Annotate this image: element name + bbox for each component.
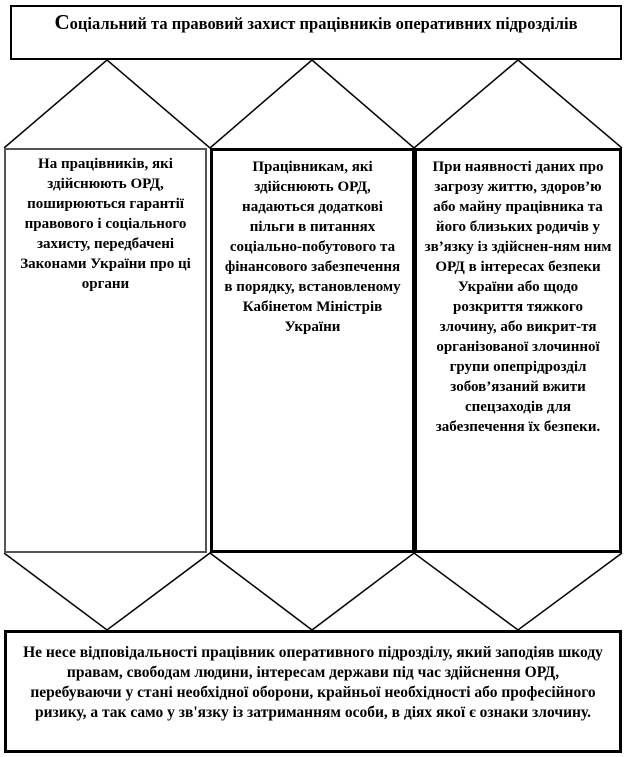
- column-1-text: На працівників, які здійснюють ОРД, поширюються гарантії правового і соціального захисту, передбачені Законами України про ці органи: [20, 156, 191, 292]
- title-initial: С: [54, 10, 70, 34]
- bottom-connector: [4, 553, 622, 630]
- liability-exemption-box: [4, 630, 622, 753]
- column-legal-guarantees: [4, 148, 207, 553]
- diagram-title: [10, 5, 622, 60]
- column-3-text: При наявності даних про загрозу життю, здоров’ю або майну працівника та його близьких родичів у зв’язку із здійснен-ням ним ОРД в інтересах безпеки України або щодо розкриття тяжкого злочину, або викрит-тя організованої злочинної групи опепрідрозділ зобов’язаний вжити спецзаходів для забезпечення їх безпеки.: [424, 159, 612, 435]
- column-additional-benefits: [210, 148, 415, 553]
- bottom-text: Не несе відповідальності працівник оперативного підрозділу, який заподіяв шкоду правам, свободам людини, інтересам держави під час здійснення ОРД, перебуваючи у стані необхідної оборони, крайньої необхідності або професійного ризику, а так само у зв'язку із затриманням особи, в діях якої є ознаки злочину.: [23, 644, 603, 721]
- top-connector: [4, 60, 622, 148]
- column-safety-measures: [414, 148, 622, 553]
- title-text: оціальний та правовий захист працівників оперативних підрозділів: [69, 14, 578, 33]
- column-2-text: Працівникам, які здійснюють ОРД, надаються додаткові пільги в питаннях соціально-побутового та фінансового забезпечення в порядку, встановленому Кабінетом Міністрів України: [224, 159, 401, 335]
